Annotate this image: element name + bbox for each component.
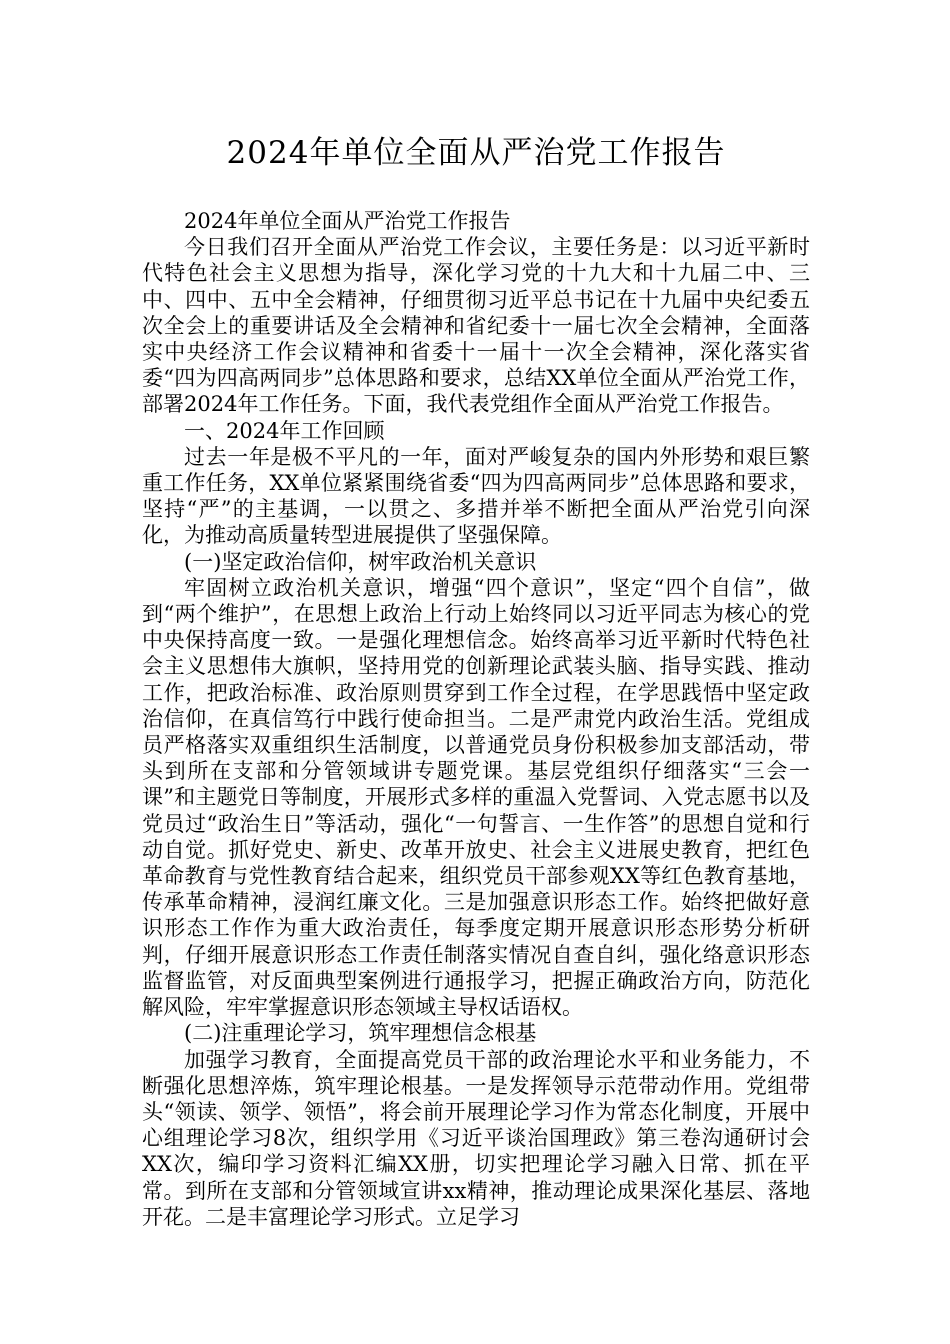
document-title: 2024年单位全面从严治党工作报告 — [226, 135, 726, 171]
body-paragraph-political: 牢固树立政治机关意识，增强“四个意识”，坚定“四个自信”，做到“两个维护”，在思想上政治上行动上始终同以习近平同志为核心的党中央保持高度一致。一是强化理想信念。始终高举习近平新时代特色社会主义思想伟大旗帜，坚持用党的创新理论武装头脑、指导实践、推动工作，把政治标准、政治原则贯穿到工作全过程，在学思践悟中坚定政治信仰，在真信笃行中践行使命担当。二是严肃党内政治生活。党组成员严格落实双重组织生活制度，以普通党员身份积极参加支部活动，带头到所在支部和分管领域讲专题党课。基层党组织仔细落实“三会一课”和主题党日等制度，开展形式多样的重温入党誓词、入党志愿书以及党员过“政治生日”等活动，强化“一句誓言、一生作答”的思想自觉和行动自觉。抓好党史、新史、改革开放史、社会主义进展史教育，把红色革命教育与党性教育结合起来，组织党员干部参观XX等红色教育基地，传承革命精神，浸润红廉文化。三是加强意识形态工作。始终把做好意识形态工作作为重大政治责任，每季度定期开展意识形态形势分析研判，仔细开展意识形态工作责任制落实情况自查自纠，强化络意识形态监督监管，对反面典型案例进行通报学习，把握正确政治方向，防范化解风险，牢牢掌握意识形态领域主导权话语权。 — [142, 575, 810, 1020]
document-body — [142, 208, 810, 1230]
subsection-heading-political: (一)坚定政治信仰，树牢政治机关意识 — [184, 549, 537, 574]
body-paragraph-intro: 今日我们召开全面从严治党工作会议，主要任务是：以习近平新时代特色社会主义思想为指导，深化学习党的十九大和十九届二中、三中、四中、五中全会精神，仔细贯彻习近平总书记在十九届中央纪委五次全会上的重要讲话及全会精神和省纪委十一届七次全会精神，全面落实中央经济工作会议精神和省委十一届十一次全会精神，深化落实省委“四为四高两同步”总体思路和要求，总结XX单位全面从严治党工作，部署2024年工作任务。下面，我代表党组作全面从严治党工作报告。 — [142, 235, 810, 417]
body-paragraph-theory: 加强学习教育，全面提高党员干部的政治理论水平和业务能力，不断强化思想淬炼，筑牢理论根基。一是发挥领导示范带动作用。党组带头“领读、领学、领悟”，将会前开展理论学习作为常态化制度，开展中心组理论学习8次，组织学用《习近平谈治国理政》第三卷沟通研讨会XX次，编印学习资料汇编XX册，切实把理论学习融入日常、抓在平常。到所在支部和分管领域宣讲xx精神，推动理论成果深化基层、落地开花。二是丰富理论学习形式。立足学习 — [142, 1047, 810, 1229]
section-heading-review: 一、2024年工作回顾 — [184, 418, 385, 443]
subsection-heading-theory: (二)注重理论学习，筑牢理想信念根基 — [184, 1021, 537, 1046]
body-paragraph-review: 过去一年是极不平凡的一年，面对严峻复杂的国内外形势和艰巨繁重工作任务，XX单位紧紧围绕省委“四为四高两同步”总体思路和要求，坚持“严”的主基调，一以贯之、多措并举不断把全面从严治党引向深化，为推动高质量转型进展提供了坚强保障。 — [142, 444, 810, 548]
body-paragraph-repeated-title: 2024年单位全面从严治党工作报告 — [184, 209, 511, 233]
